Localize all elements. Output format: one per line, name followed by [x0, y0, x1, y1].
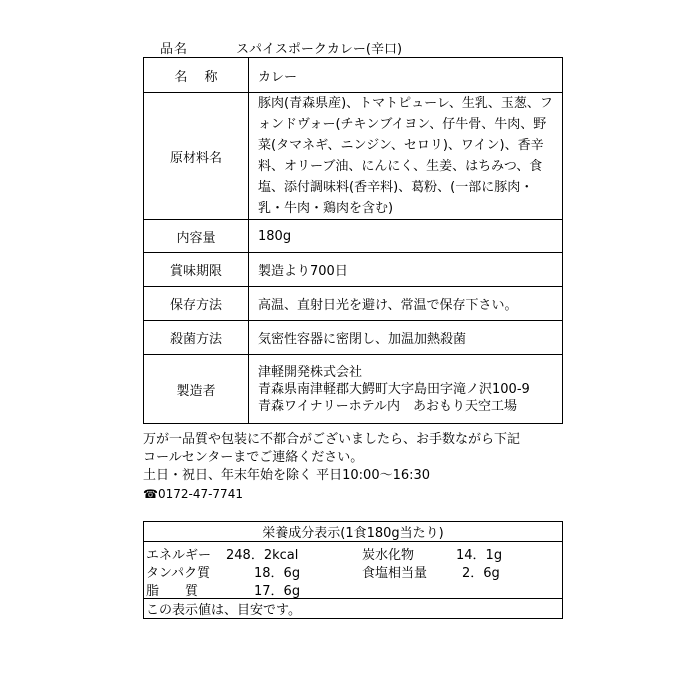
notice-phone-line [143, 485, 520, 503]
nutrition-value: 17．6g [254, 584, 301, 599]
manufacturer-company: 津軽開発株式会社 [258, 364, 363, 380]
nutrition-label: タンパク質 [146, 566, 211, 581]
spec-row-ingredients [144, 93, 563, 220]
nutrition-value: 14．1g [456, 548, 503, 563]
notice-line: コールセンターまでご連絡ください。 [143, 450, 364, 465]
product-name-label: 品名 [160, 42, 189, 57]
spec-value: 高温、直射日光を避け、常温で保存下さい。 [249, 287, 563, 321]
nutrition-note: この表示値は、目安です。 [144, 599, 563, 619]
spec-row-content [144, 220, 563, 253]
spec-value: 気密性容器に密閉し、加温加熱殺菌 [249, 321, 563, 355]
spec-label: 賞味期限 [144, 253, 249, 287]
nutrition-table [143, 521, 563, 619]
nutrition-value: 2．6g [462, 566, 500, 581]
spec-value: カレー [249, 58, 563, 93]
nutrition-value: 248．2kcal [226, 548, 299, 563]
spec-label: 保存方法 [144, 287, 249, 321]
spec-label: 内容量 [144, 220, 249, 253]
manufacturer-facility: 青森ワイナリーホテル内 あおもり天空工場 [258, 398, 517, 414]
spec-value [249, 355, 563, 424]
spec-row-name [144, 58, 563, 93]
customer-notice [143, 431, 520, 503]
manufacturer-address: 青森県南津軽郡大鰐町大字島田字滝ノ沢100-9 [258, 381, 530, 397]
spec-row-best-before [144, 253, 563, 287]
spec-value: 製造より700日 [249, 253, 563, 287]
spec-label: 名 称 [144, 58, 249, 93]
nutrition-label: 脂 質 [146, 584, 199, 599]
product-name-value: スパイスポークカレー(辛口) [236, 42, 403, 57]
nutrition-value: 18．6g [254, 566, 301, 581]
nutrition-body [144, 542, 563, 599]
phone-number: 0172-47-7741 [157, 487, 243, 501]
spec-table [143, 57, 563, 424]
spec-value: 豚肉(青森県産)、トマトピューレ、生乳、玉葱、フォンドヴォー(チキンブイヨン、仔牛骨、牛肉、野菜(タマネギ、ニンジン、セロリ)、ワイン)、香辛料、オリーブ油、にんにく、生姜、はちみつ、食塩、添付調味料(香辛料)、葛粉、(一部に豚肉・乳・牛肉・鶏肉を含む) [249, 93, 563, 220]
spec-row-storage [144, 287, 563, 321]
spec-value: 180g [249, 220, 563, 253]
spec-row-sterilization [144, 321, 563, 355]
nutrition-label: 炭水化物 [362, 548, 415, 563]
notice-line: 万が一品質や包装に不都合がございましたら、お手数ながら下記 [143, 432, 521, 447]
phone-icon: ☎ [143, 487, 158, 501]
spec-label: 原材料名 [144, 93, 249, 220]
nutrition-label: 食塩相当量 [362, 566, 428, 581]
spec-label: 殺菌方法 [144, 321, 249, 355]
spec-label: 製造者 [144, 355, 249, 424]
nutrition-label: エネルギー [146, 548, 212, 563]
notice-hours: 土日・祝日、年末年始を除く 平日10:00～16:30 [143, 468, 431, 483]
nutrition-title: 栄養成分表示(1食180g当たり) [144, 522, 563, 542]
spec-row-manufacturer [144, 355, 563, 424]
